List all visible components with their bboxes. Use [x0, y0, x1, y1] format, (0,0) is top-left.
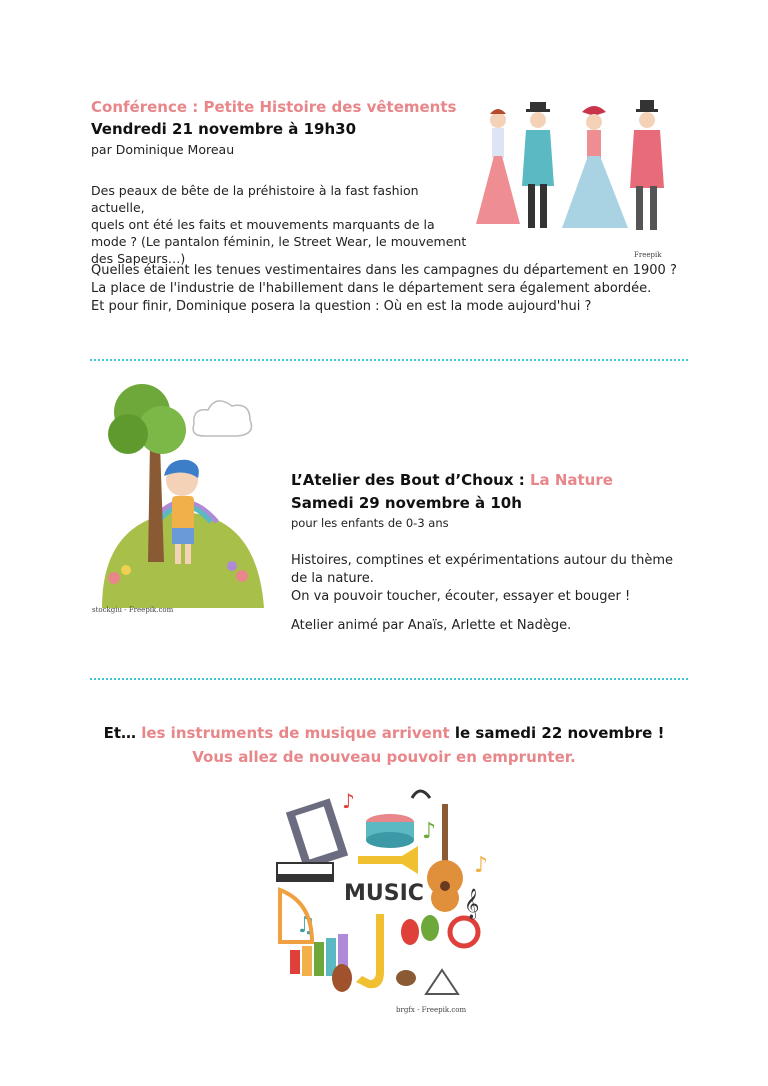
- conference-date: Vendredi 21 novembre à 19h30: [91, 120, 357, 138]
- svg-text:𝄞: 𝄞: [464, 889, 480, 919]
- atelier-audience: pour les enfants de 0-3 ans: [291, 516, 449, 530]
- instruments-announcement: Et… les instruments de musique arrivent le samedi 22 novembre !: [103, 724, 665, 742]
- conference-image-credit: Freepik: [634, 251, 662, 259]
- fashion-illustration: [470, 96, 670, 246]
- atelier-hosts: Atelier animé par Anaïs, Arlette et Nadège.: [291, 618, 572, 633]
- atelier-date: Samedi 29 novembre à 10h: [291, 494, 522, 512]
- svg-text:♪: ♪: [422, 819, 437, 844]
- svg-text:♪: ♪: [474, 853, 489, 878]
- atelier-title: L’Atelier des Bout d’Choux : La Nature: [291, 471, 613, 489]
- instruments-image-credit: brgfx - Freepik.com: [396, 1006, 467, 1014]
- nature-illustration: [92, 372, 267, 608]
- atelier-theme: La Nature: [529, 471, 613, 489]
- conference-speaker: par Dominique Moreau: [91, 142, 235, 157]
- atelier-description: Histoires, comptines et expérimentations autour du thème de la nature. On va pouvoir toucher, écouter, essayer et bouger !: [291, 553, 674, 604]
- conference-details: Quelles étaient les tenues vestimentaires dans les campagnes du département en 1900 ? La place de l'industrie de l'habillement dans le département sera également abordée. Et pour finir, Dominique posera la question : Où en est la mode aujourd'hui ?: [91, 263, 677, 314]
- conference-title: Conférence : Petite Histoire des vêtements: [91, 98, 457, 116]
- section-divider: [90, 678, 688, 680]
- svg-text:♪: ♪: [342, 789, 355, 813]
- section-divider: [90, 359, 688, 361]
- conference-description: Des peaux de bête de la préhistoire à la fast fashion actuelle, quels ont été les faits et mouvements marquants de la mode ? (Le pantalon féminin, le Street Wear, le mouvement des Sapeurs…): [91, 183, 467, 266]
- music-word: MUSIC: [344, 881, 424, 906]
- atelier-image-credit: stockgiu - Freepik.com: [92, 606, 174, 614]
- svg-text:♫: ♫: [296, 913, 316, 938]
- instruments-subtitle: Vous allez de nouveau pouvoir en emprunter.: [192, 748, 576, 766]
- music-instruments-illustration: [272, 782, 496, 998]
